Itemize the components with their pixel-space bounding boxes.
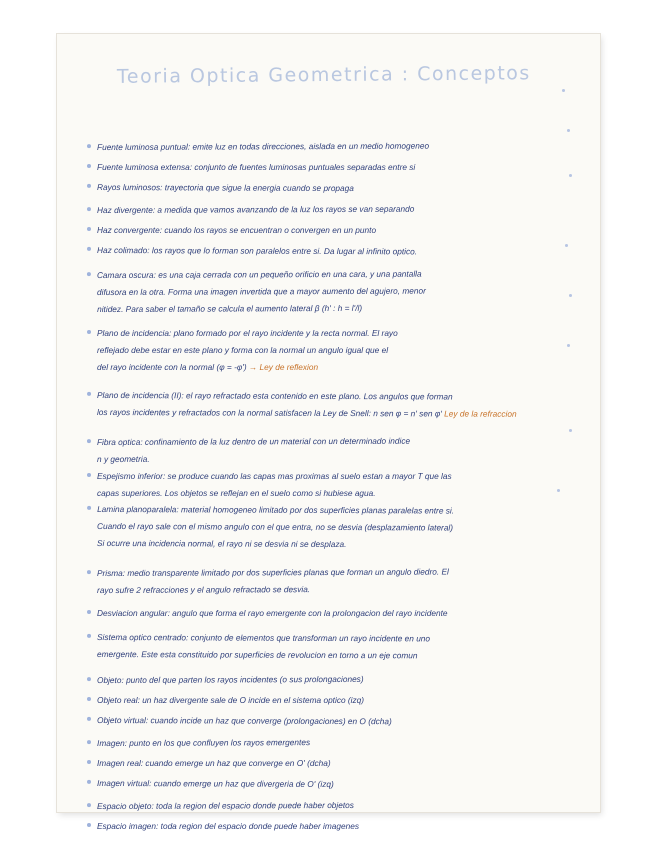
concept-entry <box>97 325 577 376</box>
concept-line: emergente. Este esta constituido por superficies de revolucion en torno a un eje comun <box>96 648 418 661</box>
concept-line: Plano de incidencia: plano formado por el rayo incidente y la recta normal. El rayo <box>97 328 398 338</box>
bullet-dot-icon <box>87 760 91 764</box>
bullet-dot-icon <box>87 330 91 334</box>
concept-line: Haz colimado: los rayos que lo forman son paralelos entre si. Da lugar al infinito optico. <box>96 244 418 257</box>
concept-line: Cuando el rayo sale con el mismo angulo con el que entra, no se desvia (desplazamiento lateral) <box>96 520 454 533</box>
bullet-dot-icon <box>87 697 91 701</box>
bullet-dot-icon <box>87 506 91 510</box>
concept-entry <box>97 712 577 731</box>
concept-line: Si ocurre una incidencia normal, el rayo ni se desvia ni se desplaza. <box>96 537 347 550</box>
concept-line: Fibra optica: confinamiento de la luz dentro de un material con un determinado indice <box>96 435 411 448</box>
concept-line: rayo sufre 2 refracciones y el angulo refractado se desvia. <box>97 584 311 596</box>
concept-line: Objeto real: un haz divergente sale de O incide en el sistema optico (izq) <box>97 695 365 705</box>
margin-dot-icon <box>557 489 560 492</box>
law-annotation: → Ley de reflexion <box>246 362 319 372</box>
concept-line: Camara oscura: es una caja cerrada con un pequeño orificio en una cara, y una pantalla <box>96 268 422 281</box>
concept-line: Sistema optico centrado: conjunto de elementos que transforman un rayo incidente en uno <box>97 631 431 644</box>
concept-line: Imagen: punto en los que confluyen los rayos emergentes <box>96 737 311 749</box>
margin-dot-icon <box>569 429 572 432</box>
concept-line: Objeto: punto del que parten los rayos incidentes (o sus prolongaciones) <box>96 673 364 686</box>
concept-line: capas superiores. Los objetos se reflejan en el suelo como si hubiese agua. <box>97 488 376 498</box>
concept-line: Espacio imagen: toda region del espacio donde puede haber imagenes <box>97 821 360 831</box>
concept-line: nitidez. Para saber el tamaño se calcula el aumento lateral β (h' : h = l'/l) <box>97 302 363 315</box>
concept-line: Haz divergente: a medida que vamos avanzando de la luz los rayos se van separando <box>96 203 415 216</box>
bullet-dot-icon <box>87 780 91 784</box>
concept-entry <box>97 200 577 219</box>
bullet-dot-icon <box>87 677 91 681</box>
concept-line: del rayo incidente con la normal (φ = -φ') → Ley de reflexion <box>97 362 319 372</box>
concept-line: Desviacion angular: angulo que forma el rayo emergente con la prolongacion del rayo incidente <box>97 608 448 618</box>
concept-entry <box>97 432 577 468</box>
bullet-dot-icon <box>87 392 91 396</box>
concept-line: Prisma: medio transparente limitado por dos superficies planas que forman un angulo diedro. El <box>96 566 449 579</box>
concept-line: Fuente luminosa puntual: emite luz en todas direcciones, aislada en un medio homogeneo <box>96 140 430 153</box>
concept-entry <box>97 755 577 772</box>
concept-entry <box>97 563 577 599</box>
concept-line: Haz convergente: cuando los rayos se encuentran o convergen en un punto <box>97 225 377 235</box>
concept-line: los rayos incidentes y refractados con la normal satisfacen la Ley de Snell: n sen φ = n' sen φ' Ley de la refraccion <box>96 406 517 419</box>
concept-entry <box>97 796 577 815</box>
concept-line: Espejismo inferior: se produce cuando las capas mas proximas al suelo estan a mayor T que las <box>97 471 452 481</box>
bullet-dot-icon <box>87 803 91 807</box>
concept-entry <box>97 265 577 318</box>
concept-entry <box>97 179 577 198</box>
bullet-dot-icon <box>87 740 91 744</box>
concept-entry <box>97 818 577 835</box>
notebook-page <box>57 34 600 831</box>
concept-line: Imagen real: cuando emerge un haz que converge en O' (dcha) <box>97 758 331 768</box>
concept-line: Objeto virtual: cuando incide un haz que converge (prolongaciones) en O (dcha) <box>96 714 392 727</box>
margin-dot-icon <box>562 89 565 92</box>
bullet-dot-icon <box>87 439 91 443</box>
bullet-dot-icon <box>87 272 91 276</box>
concept-line: Rayos luminosos: trayectoria que sigue la energia cuando se propaga <box>96 181 354 194</box>
bullet-dot-icon <box>87 570 91 574</box>
concept-line: n y geometria. <box>97 453 150 465</box>
bullet-dot-icon <box>87 247 91 251</box>
bullet-dot-icon <box>87 207 91 211</box>
concept-entry <box>97 468 577 502</box>
page-title: Teoria Optica Geometrica : Conceptos <box>116 62 531 88</box>
bullet-dot-icon <box>87 184 91 188</box>
margin-dot-icon <box>565 244 568 247</box>
concept-line: Espacio objeto: toda la region del espacio donde puede haber objetos <box>96 799 354 812</box>
concept-entry <box>97 159 577 176</box>
concept-entry <box>97 605 577 622</box>
concept-line: Fuente luminosa extensa: conjunto de fuentes luminosas puntuales separadas entre si <box>97 162 416 172</box>
concept-line: difusora en la otra. Forma una imagen invertida que a mayor aumento del agujero, menor <box>96 285 426 298</box>
concept-entry <box>97 775 577 794</box>
concept-entry <box>97 387 577 423</box>
margin-dot-icon <box>567 129 570 132</box>
concept-line: reflejado debe estar en este plano y forma con la normal un angulo igual que el <box>97 345 389 355</box>
law-annotation: Ley de la refraccion <box>441 408 517 419</box>
bullet-dot-icon <box>87 144 91 148</box>
concept-entry <box>97 629 577 665</box>
concept-entry <box>97 692 577 709</box>
concept-entry <box>97 670 577 689</box>
bullet-dot-icon <box>87 610 91 614</box>
concept-entry <box>97 242 577 261</box>
bullet-dot-icon <box>87 717 91 721</box>
margin-dot-icon <box>567 344 570 347</box>
concept-line: Lamina planoparalela: material homogeneo limitado por dos superficies planas paralelas entre si. <box>97 503 455 516</box>
bullet-dot-icon <box>87 634 91 638</box>
bullet-dot-icon <box>87 473 91 477</box>
concept-entry <box>97 733 577 752</box>
concept-entry <box>97 501 577 554</box>
concept-line: Imagen virtual: cuando emerge un haz que divergeria de O' (izq) <box>96 777 334 789</box>
margin-dot-icon <box>569 174 572 177</box>
concept-line: Plano de incidencia (II): el rayo refractado esta contenido en este plano. Los angulos que forman <box>97 389 453 402</box>
bullet-dot-icon <box>87 227 91 231</box>
margin-dot-icon <box>569 294 572 297</box>
bullet-dot-icon <box>87 823 91 827</box>
concept-entry <box>97 137 577 156</box>
concept-entry <box>97 222 577 239</box>
bullet-dot-icon <box>87 164 91 168</box>
